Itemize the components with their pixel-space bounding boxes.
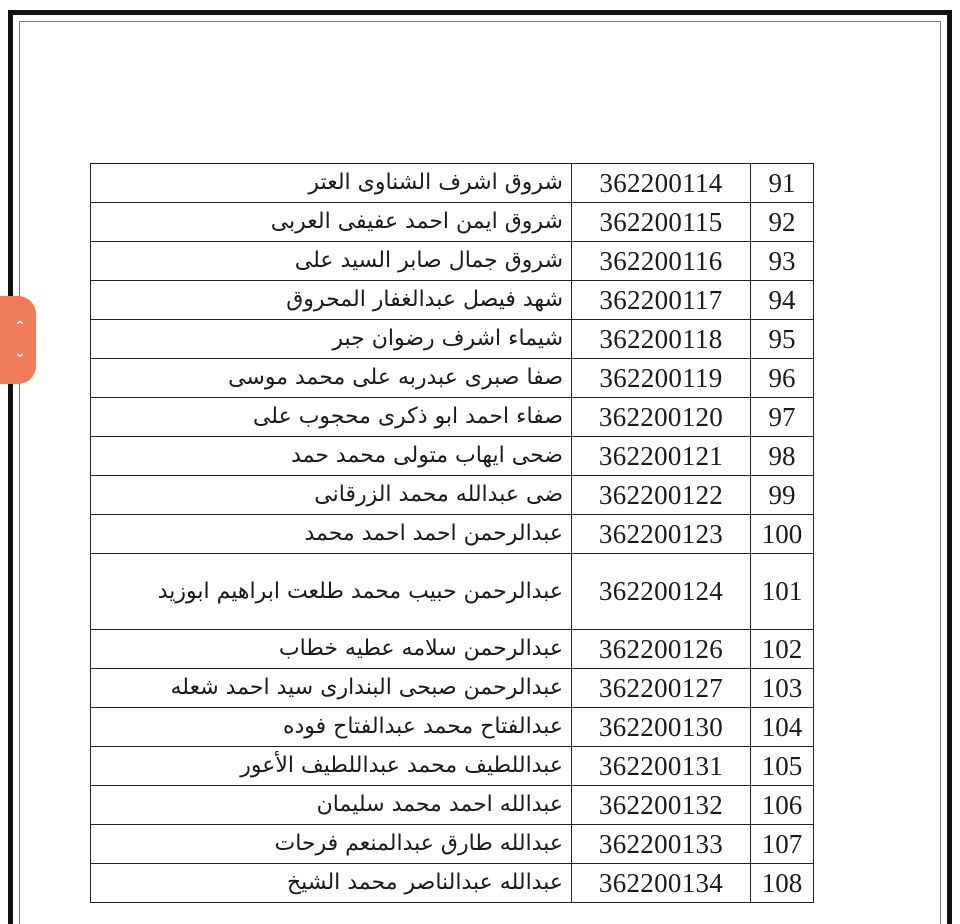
chevron-down-icon[interactable]: ⌄ <box>14 345 26 361</box>
table-row <box>91 554 814 630</box>
row-number: 100 <box>751 515 814 554</box>
table-row <box>91 203 814 242</box>
table-row <box>91 242 814 281</box>
student-name: عبدالله احمد محمد سليمان <box>91 786 572 825</box>
student-name: شيماء اشرف رضوان جبر <box>91 320 572 359</box>
student-name: شروق ايمن احمد عفيفى العربى <box>91 203 572 242</box>
table-row <box>91 669 814 708</box>
table-row <box>91 630 814 669</box>
table-row <box>91 320 814 359</box>
row-number: 92 <box>751 203 814 242</box>
row-number: 91 <box>751 164 814 203</box>
row-number: 99 <box>751 476 814 515</box>
student-code: 362200122 <box>572 476 751 515</box>
student-code: 362200132 <box>572 786 751 825</box>
student-code: 362200117 <box>572 281 751 320</box>
table-row <box>91 747 814 786</box>
row-number: 93 <box>751 242 814 281</box>
student-name: شهد فيصل عبدالغفار المحروق <box>91 281 572 320</box>
row-number: 106 <box>751 786 814 825</box>
table-row <box>91 825 814 864</box>
student-code: 362200121 <box>572 437 751 476</box>
student-name: ضى عبدالله محمد الزرقانى <box>91 476 572 515</box>
table-row <box>91 864 814 903</box>
table-row <box>91 708 814 747</box>
student-code: 362200118 <box>572 320 751 359</box>
row-number: 104 <box>751 708 814 747</box>
student-name: ضحى ايهاب متولى محمد حمد <box>91 437 572 476</box>
page-navigation-tab[interactable] <box>0 296 36 384</box>
table-row <box>91 437 814 476</box>
row-number: 98 <box>751 437 814 476</box>
table-row <box>91 786 814 825</box>
table-row <box>91 281 814 320</box>
student-name: عبدالرحمن حبيب محمد طلعت ابراهيم ابوزيد <box>91 554 572 630</box>
student-code: 362200114 <box>572 164 751 203</box>
row-number: 103 <box>751 669 814 708</box>
chevron-up-icon[interactable]: ⌃ <box>14 319 26 335</box>
student-code: 362200130 <box>572 708 751 747</box>
student-code: 362200131 <box>572 747 751 786</box>
table-row <box>91 398 814 437</box>
row-number: 96 <box>751 359 814 398</box>
student-name: صفا صبرى عبدربه على محمد موسى <box>91 359 572 398</box>
table-row <box>91 476 814 515</box>
student-code: 362200134 <box>572 864 751 903</box>
row-number: 105 <box>751 747 814 786</box>
row-number: 101 <box>751 554 814 630</box>
student-roster-table <box>90 163 814 903</box>
student-name: عبدالرحمن صبحى البندارى سيد احمد شعله <box>91 669 572 708</box>
row-number: 97 <box>751 398 814 437</box>
row-number: 102 <box>751 630 814 669</box>
student-code: 362200115 <box>572 203 751 242</box>
student-name: عبدالرحمن احمد احمد محمد <box>91 515 572 554</box>
student-code: 362200123 <box>572 515 751 554</box>
row-number: 107 <box>751 825 814 864</box>
student-code: 362200116 <box>572 242 751 281</box>
student-code: 362200119 <box>572 359 751 398</box>
student-code: 362200124 <box>572 554 751 630</box>
student-name: عبدالرحمن سلامه عطيه خطاب <box>91 630 572 669</box>
student-name: صفاء احمد ابو ذكرى محجوب على <box>91 398 572 437</box>
student-name: عبدالله عبدالناصر محمد الشيخ <box>91 864 572 903</box>
table-row <box>91 164 814 203</box>
student-code: 362200133 <box>572 825 751 864</box>
student-name: عبدالفتاح محمد عبدالفتاح فوده <box>91 708 572 747</box>
table-row <box>91 515 814 554</box>
student-name: عبداللطيف محمد عبداللطيف الأعور <box>91 747 572 786</box>
row-number: 94 <box>751 281 814 320</box>
student-name: عبدالله طارق عبدالمنعم فرحات <box>91 825 572 864</box>
row-number: 108 <box>751 864 814 903</box>
student-name: شروق جمال صابر السيد على <box>91 242 572 281</box>
student-code: 362200126 <box>572 630 751 669</box>
table-row <box>91 359 814 398</box>
student-code: 362200127 <box>572 669 751 708</box>
row-number: 95 <box>751 320 814 359</box>
student-code: 362200120 <box>572 398 751 437</box>
student-name: شروق اشرف الشناوى العتر <box>91 164 572 203</box>
